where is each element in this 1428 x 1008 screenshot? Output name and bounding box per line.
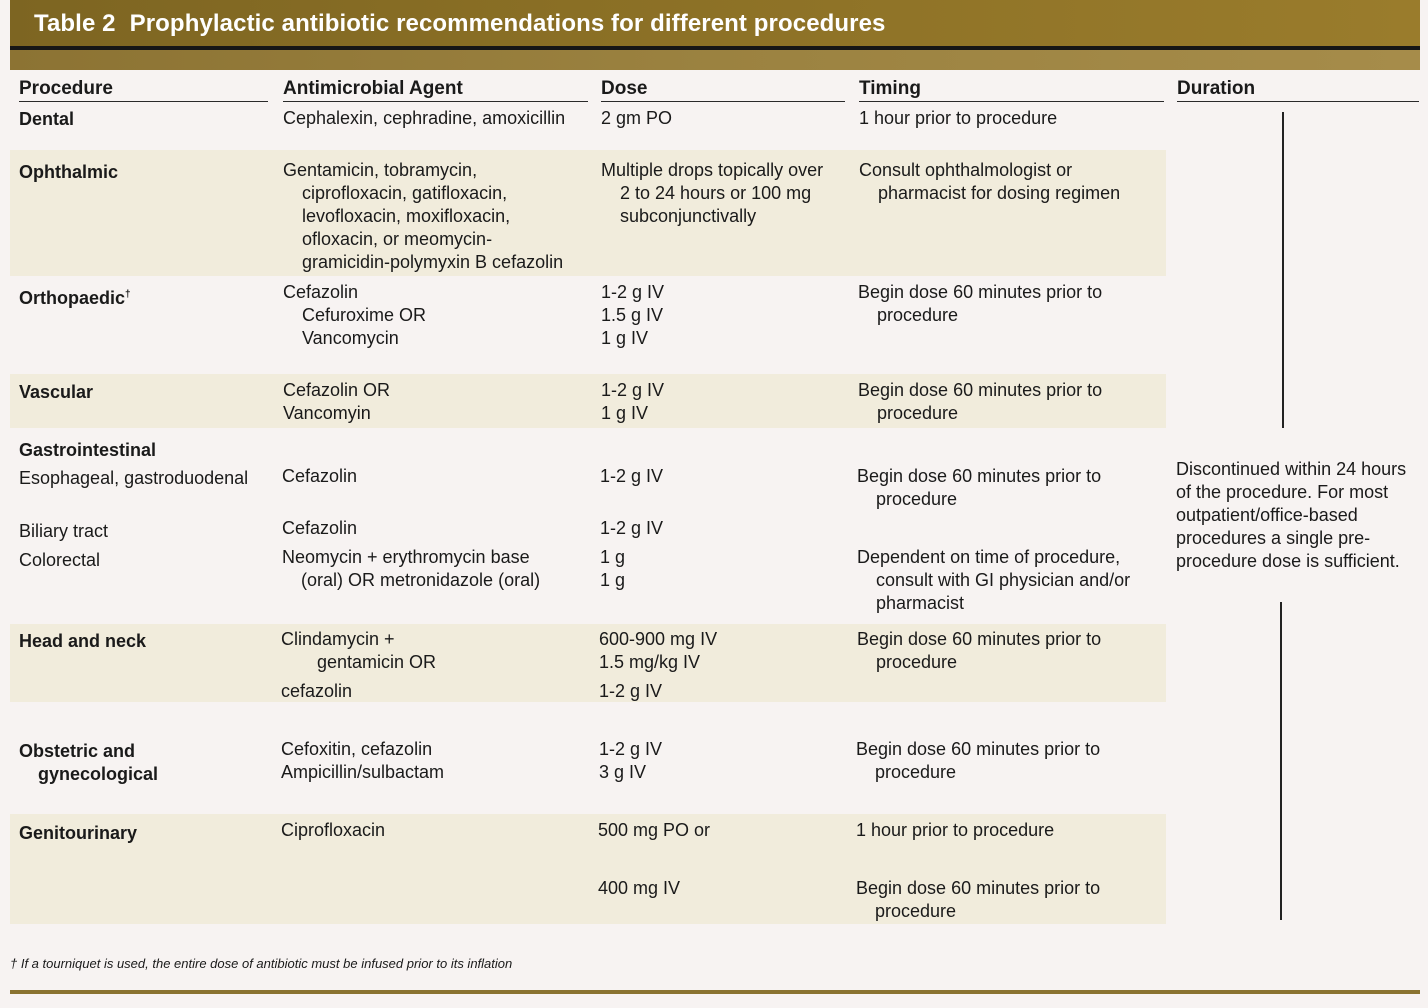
agent-line: Cefazolin: [282, 518, 358, 538]
row-vascular-agent: [283, 379, 390, 425]
row-dental-timing: [859, 107, 1057, 130]
row-head-neck-agent: [281, 628, 436, 703]
dose-line: 500 mg PO or: [598, 820, 711, 840]
row-esophageal-procedure: Esophageal, gastroduodenal: [19, 468, 249, 488]
row-biliary-agent: [282, 517, 357, 540]
header-duration: Duration: [1177, 78, 1419, 102]
dose-line: 3 g IV: [599, 762, 647, 782]
row-orthopaedic-dose: [601, 281, 664, 350]
dose-line: Multiple drops topically over: [601, 160, 824, 180]
agent-line: (oral) OR metronidazole (oral): [301, 570, 541, 590]
agent-line: Cefazolin: [282, 466, 358, 486]
row-vascular-procedure: Vascular: [19, 382, 94, 402]
row-vascular-dose: [601, 379, 664, 425]
dose-line: 2 gm PO: [601, 108, 673, 128]
dose-line: 1.5 mg/kg IV: [599, 652, 701, 672]
dose-line: 1-2 g IV: [601, 380, 665, 400]
duration-line: of the procedure. For most: [1176, 482, 1389, 502]
timing-line: consult with GI physician and/or: [876, 570, 1131, 590]
row-biliary-dose: [600, 517, 663, 540]
timing-line: Begin dose 60 minutes prior to: [856, 739, 1101, 759]
timing-line: Begin dose 60 minutes prior to: [857, 466, 1102, 486]
table-title: [34, 10, 886, 38]
row-head-neck-timing: [857, 628, 1101, 674]
row-obstetric-timing: [856, 738, 1100, 784]
timing-line: Begin dose 60 minutes prior to: [857, 629, 1102, 649]
dose-line: 1 g IV: [601, 328, 649, 348]
timing-line: procedure: [877, 403, 959, 423]
row-colorectal-timing: [857, 546, 1130, 615]
row-colorectal-agent: [282, 546, 540, 592]
timing-line: 1 hour prior to procedure: [859, 108, 1058, 128]
timing-line: procedure: [875, 901, 957, 921]
dose-line: 1 g IV: [601, 403, 649, 423]
dose-line: 1-2 g IV: [600, 466, 664, 486]
timing-line: procedure: [877, 305, 959, 325]
agent-line: Vancomycin: [302, 328, 399, 348]
row-dental-agent: [283, 107, 565, 130]
timing-line: Begin dose 60 minutes prior to: [858, 380, 1103, 400]
agent-line: Cefazolin OR: [283, 380, 391, 400]
row-genitourinary-dose: [598, 819, 710, 900]
row-orthopaedic-agent: [283, 281, 426, 350]
timing-line: Begin dose 60 minutes prior to: [858, 282, 1103, 302]
row-obstetric-agent: [281, 738, 444, 784]
row-ophthalmic-agent: [283, 159, 563, 274]
duration-line: procedures a single pre-: [1176, 528, 1371, 548]
row-biliary-procedure: Biliary tract: [19, 521, 109, 541]
row-gastrointestinal-procedure: Gastrointestinal: [19, 440, 157, 460]
timing-line: Consult ophthalmologist or: [859, 160, 1073, 180]
duration-bracket-bottom: [1280, 602, 1282, 920]
row-dental-dose: [601, 107, 672, 130]
timing-line: procedure: [875, 762, 957, 782]
table-title-text: Prophylactic antibiotic recommendations for different procedures: [129, 10, 886, 37]
agent-line: Cefazolin: [283, 282, 359, 302]
row-ophthalmic-procedure: Ophthalmic: [19, 162, 119, 182]
header-dose: Dose: [601, 78, 845, 102]
row-orthopaedic-timing: [858, 281, 1102, 327]
dose-line: 2 to 24 hours or 100 mg: [620, 183, 812, 203]
agent-line: ciprofloxacin, gatifloxacin,: [302, 183, 508, 203]
dose-line: 1 g: [600, 547, 626, 567]
bottom-rule: [10, 990, 1420, 994]
agent-line: Gentamicin, tobramycin,: [283, 160, 478, 180]
agent-line: Vancomyin: [283, 403, 371, 423]
row-esophageal-dose: [600, 465, 663, 488]
agent-line: Clindamycin +: [281, 629, 395, 649]
dagger-mark: †: [125, 289, 131, 300]
dose-line: 1-2 g IV: [599, 681, 663, 701]
row-obstetric-procedure: [19, 740, 158, 786]
agent-line: levofloxacin, moxifloxacin,: [302, 206, 511, 226]
header-agent: Antimicrobial Agent: [283, 78, 588, 102]
table-number: Table 2: [34, 10, 116, 37]
duration-line: outpatient/office-based: [1176, 505, 1358, 525]
header-procedure: Procedure: [19, 78, 268, 102]
duration-line: Discontinued within 24 hours: [1176, 459, 1407, 479]
agent-line: gramicidin-polymyxin B cefazolin: [302, 252, 564, 272]
agent-line: cefazolin: [281, 681, 353, 701]
dose-line: 1-2 g IV: [599, 739, 663, 759]
agent-line: Cephalexin, cephradine, amoxicillin: [283, 108, 566, 128]
dose-line: 600-900 mg IV: [599, 629, 718, 649]
timing-line: procedure: [876, 652, 958, 672]
duration-text: [1176, 458, 1406, 573]
timing-line: Dependent on time of procedure,: [857, 547, 1121, 567]
agent-line: Cefuroxime OR: [302, 305, 427, 325]
row-esophageal-agent: [282, 465, 357, 488]
agent-line: ofloxacin, or meomycin-: [302, 229, 493, 249]
timing-line: pharmacist: [876, 593, 965, 613]
dose-line: 1-2 g IV: [600, 518, 664, 538]
row-orthopaedic-procedure: [19, 283, 131, 310]
row-colorectal-dose: [600, 546, 625, 592]
timing-line: pharmacist for dosing regimen: [878, 183, 1121, 203]
timing-line: 1 hour prior to procedure: [856, 820, 1055, 840]
procedure-line: Obstetric and: [19, 741, 136, 761]
row-dental-procedure: Dental: [19, 109, 75, 129]
procedure-line: gynecological: [38, 764, 159, 784]
row-esophageal-timing: [857, 465, 1101, 511]
duration-line: procedure dose is sufficient.: [1176, 551, 1400, 571]
timing-line: Begin dose 60 minutes prior to: [856, 878, 1101, 898]
agent-line: Cefoxitin, cefazolin: [281, 739, 433, 759]
row-vascular-timing: [858, 379, 1102, 425]
agent-line: Ampicillin/sulbactam: [281, 762, 445, 782]
agent-line: gentamicin OR: [317, 652, 437, 672]
title-underband: [10, 50, 1420, 70]
procedure-label: Orthopaedic: [19, 288, 126, 308]
row-genitourinary-procedure: Genitourinary: [19, 823, 138, 843]
dose-line: 1.5 g IV: [601, 305, 664, 325]
row-ophthalmic-dose: [601, 159, 823, 228]
duration-bracket-top: [1282, 112, 1284, 428]
dose-line: 400 mg IV: [598, 878, 681, 898]
agent-line: Ciprofloxacin: [281, 820, 386, 840]
agent-line: Neomycin + erythromycin base: [282, 547, 530, 567]
row-obstetric-dose: [599, 738, 662, 784]
header-timing: Timing: [859, 78, 1164, 102]
row-genitourinary-agent: [281, 819, 385, 842]
row-colorectal-procedure: Colorectal: [19, 550, 101, 570]
row-ophthalmic-timing: [859, 159, 1120, 205]
dose-line: subconjunctivally: [620, 206, 757, 226]
row-head-neck-procedure: Head and neck: [19, 631, 147, 651]
row-genitourinary-timing: [856, 819, 1100, 923]
dose-line: 1 g: [600, 570, 626, 590]
timing-line: procedure: [876, 489, 958, 509]
dose-line: 1-2 g IV: [601, 282, 665, 302]
table-footnote: † If a tourniquet is used, the entire dose of antibiotic must be infused prior to its inflation: [10, 956, 513, 971]
row-head-neck-dose: [599, 628, 717, 703]
